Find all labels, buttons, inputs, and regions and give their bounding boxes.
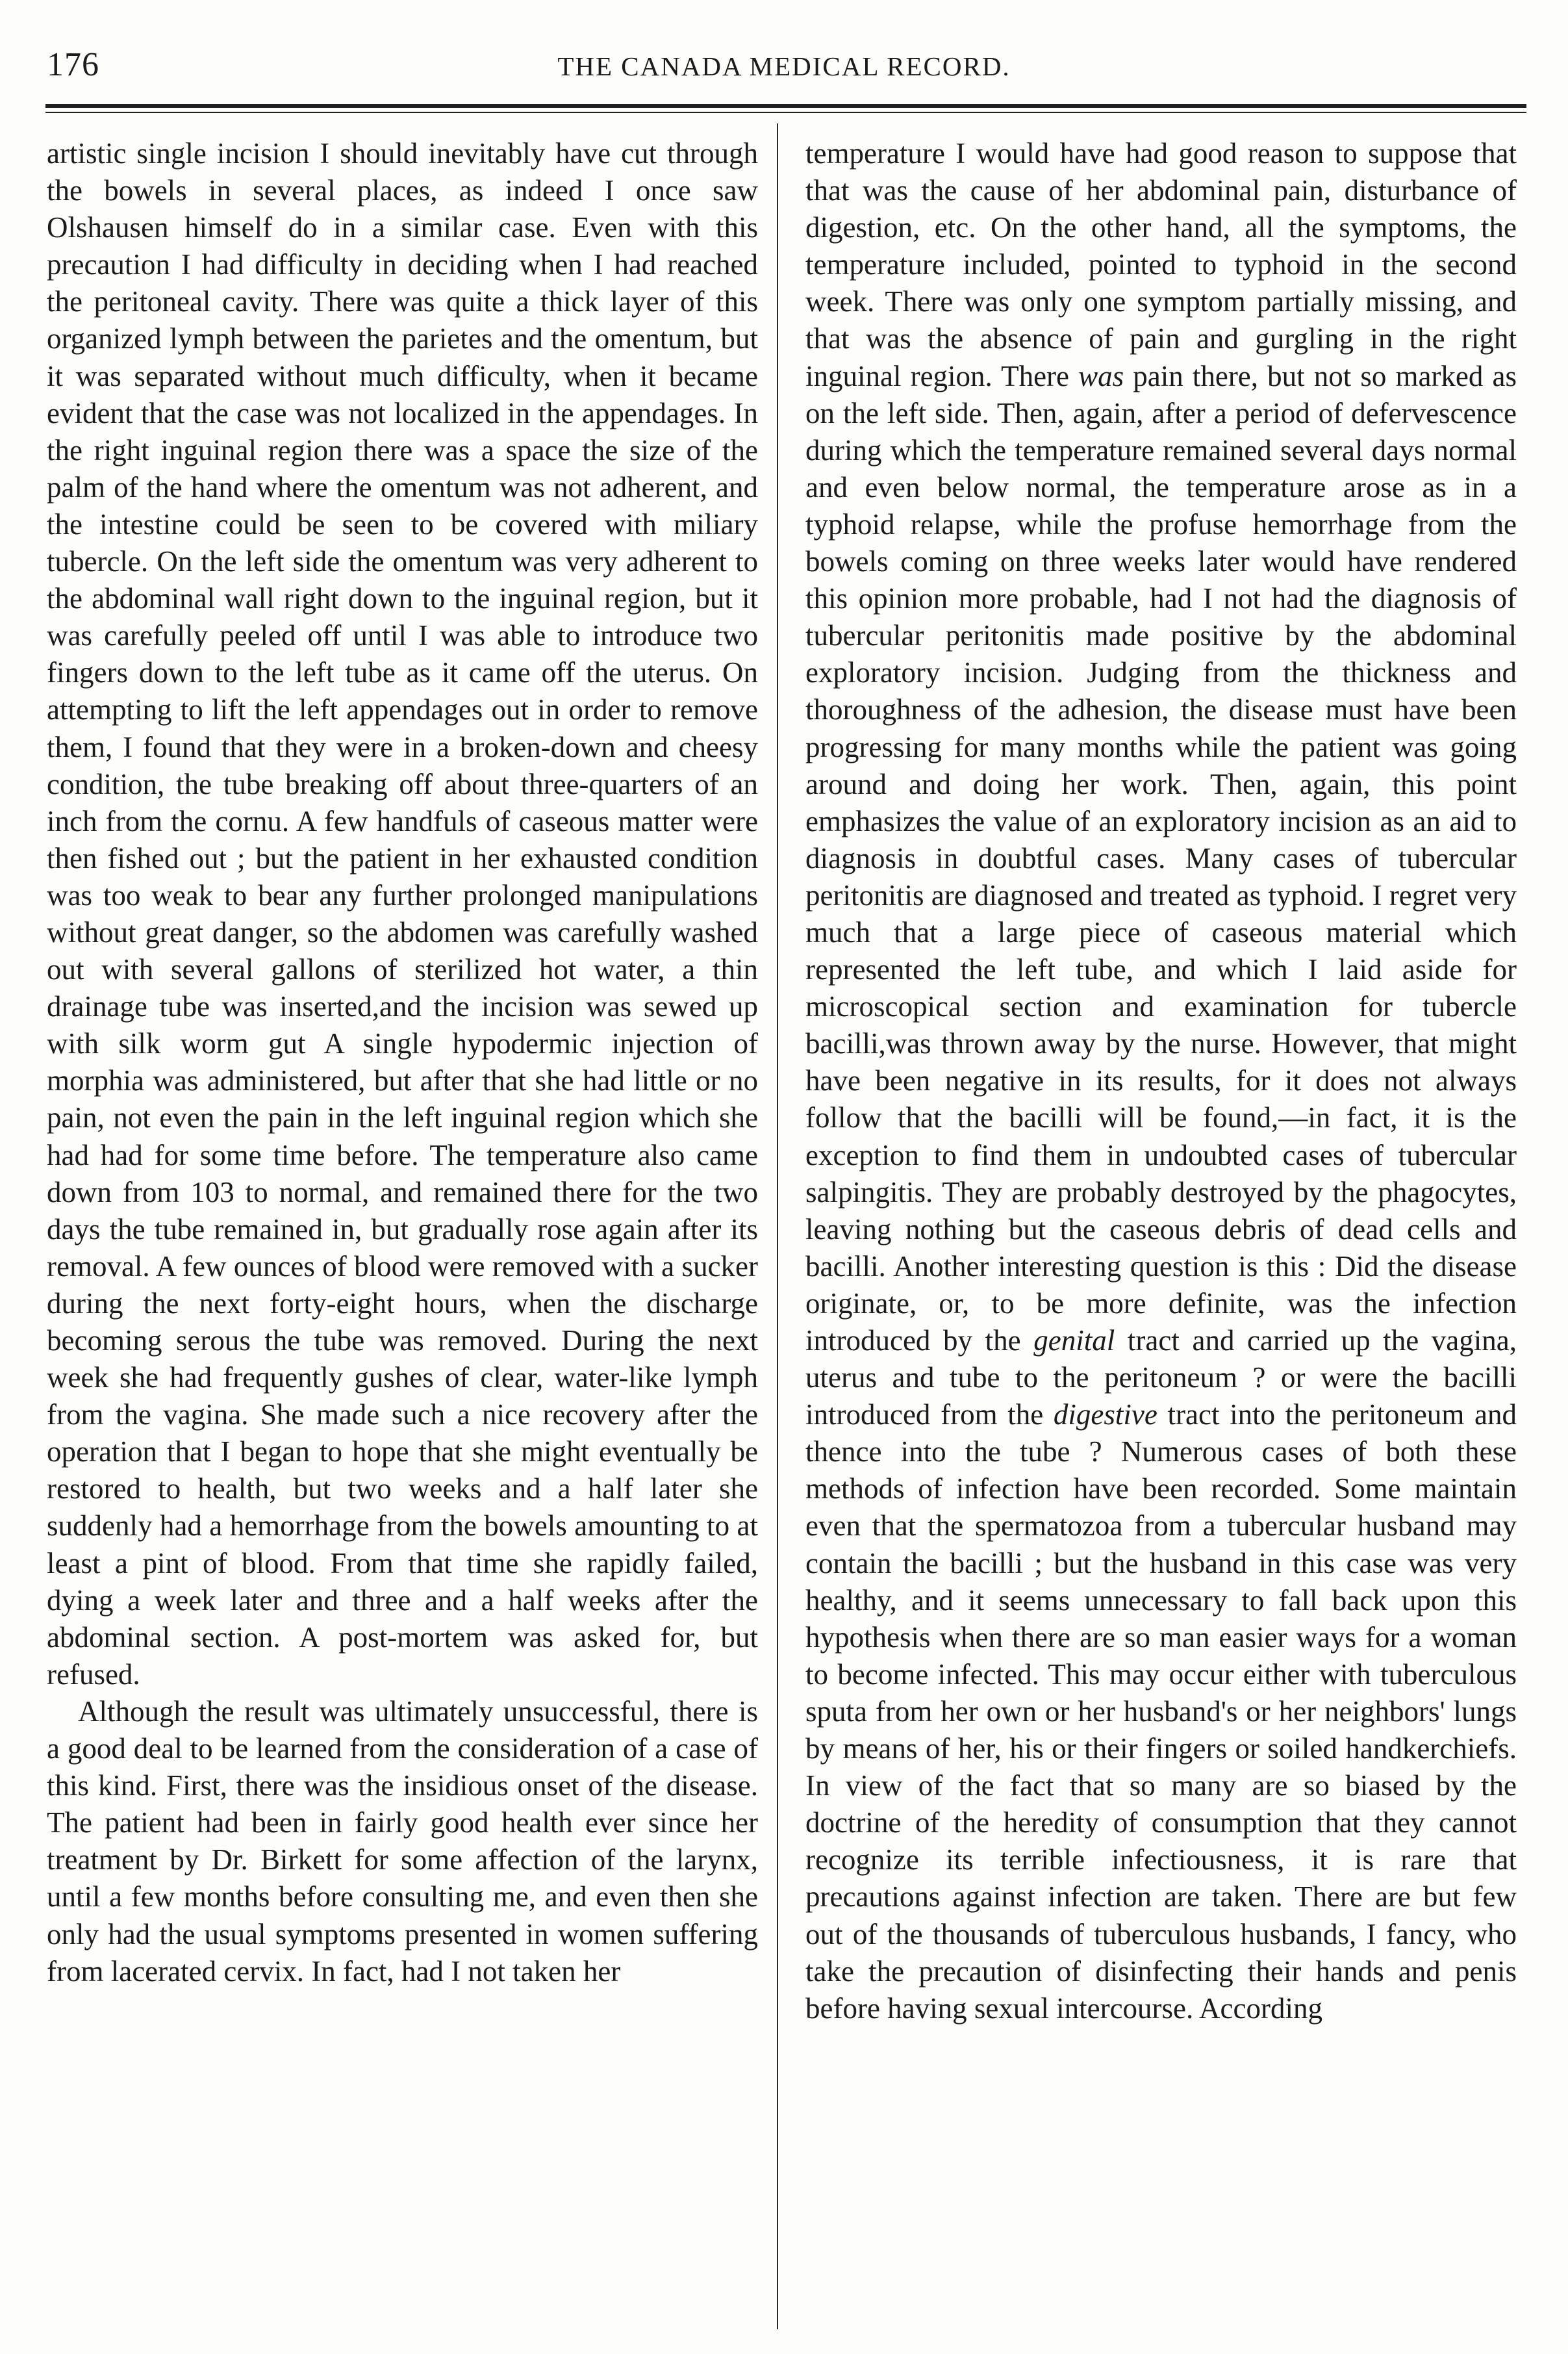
text-run: temperature I would have had good reason to suppose that that was the cause of her abdominal pain, disturbance of digestion, etc. On the other hand, all the symptoms, the temperature included, pointed to typhoid in the second week. There was only one symptom partially missing, and that was the absence of pain and gurgling in the right inguinal region. There	[805, 137, 1517, 392]
text-run: pain there, but not so marked as on the left side. Then, again, after a period of defervescence during which the temperature remained several days normal and even below normal, the temperature arose as in a typhoid relapse, while the profuse hemorrhage from the bowels coming on three weeks later would have rendered this opinion more probable, had I not had the diagnosis of tubercular peritonitis made positive by the abdominal exploratory incision. Judging from the thickness and thoroughness of the adhesion, the disease must have been progressing for many months while the patient was going around and doing her work. Then, again, this point emphasizes the value of an exploratory incision as an aid to diagnosis in doubtful cases. Many cases of tubercular peritonitis are diagnosed and treated as typhoid. I regret very much that a large piece of caseous material which represented the left tube, and which I laid aside for microscopical section and examination for tubercle bacilli,was thrown away by the nurse. However, that might have been negative in its results, for it does not always follow that the bacilli will be found,—in fact, it is the exception to find them in undoubted cases of tubercular salpingitis. They are probably destroyed by the phagocytes, leaving nothing but the caseous debris of dead cells and bacilli. Another interesting question is this : Did the disease originate, or, to be more definite, was the infection introduced by the	[805, 359, 1517, 1357]
text-run: tract and carried up the vagina, uterus and tube to the peritoneum ? or were the bacilli introduced from the	[805, 1324, 1517, 1431]
text-run: tract into the peritoneum and thence into the tube ? Numerous cases of both these methods of infection have been recorded. Some maintain even that the spermatozoa from a tubercular husband may contain the bacilli ; but the husband in this case was very healthy, and it seems unnecessary to fall back upon this hypothesis when there are so man easier ways for a woman to become infected. This may occur either with tuberculous sputa from her own or her husband's or her neighbors' lungs by means of her, his or their fingers or soiled handkerchiefs. In view of the fact that so many are so biased by the doctrine of the heredity of consumption that they cannot recognize its terrible infectiousness, it is rare that precautions against infection are taken. There are but few out of the thousands of tuberculous husbands, I fancy, who take the precaution of disinfecting their hands and penis before having sexual intercourse. According	[805, 1398, 1517, 2025]
italic-word-was: was	[1078, 359, 1124, 392]
italic-word-digestive: digestive	[1053, 1398, 1157, 1431]
italic-word-genital: genital	[1033, 1324, 1115, 1357]
header-rule-thin	[45, 112, 1526, 113]
running-title: THE CANADA MEDICAL RECORD.	[557, 51, 1011, 81]
right-column	[805, 135, 1517, 2331]
left-paragraph-2: Although the result was ultimately unsuccessful, there is a good deal to be learned from the consideration of a case of this kind. First, there was the insidious onset of the disease. The patient had been in fairly good health ever since her treatment by Dr. Birkett for some affection of the larynx, until a few months before consulting me, and even then she only had the usual symptoms presented in women suffering from lacerated cervix. In fact, had I not taken her	[47, 1695, 758, 1988]
left-paragraph-1: artistic single incision I should inevitably have cut through the bowels in several places, as indeed I once saw Olshausen himself do in a similar case. Even with this precaution I had difficulty in deciding when I had reached the peritoneal cavity. There was quite a thick layer of this organized lymph between the parietes and the omentum, but it was separated without much difficulty, when it became evident that the case was not localized in the appendages. In the right inguinal region there was a space the size of the palm of the hand where the omentum was not adherent, and the intestine could be seen to be covered with miliary tubercle. On the left side the omentum was very adherent to the abdominal wall right down to the inguinal region, but it was carefully peeled off until I was able to introduce two fingers down to the left tube as it came off the uterus. On attempting to lift the left appendages out in order to remove them, I found that they were in a broken-down and cheesy condition, the tube breaking off about three-quarters of an inch from the cornu. A few handfuls of caseous matter were then fished out ; but the patient in her exhausted condition was too weak to bear any further prolonged manipulations without great danger, so the abdomen was carefully washed out with several gallons of sterilized hot water, a thin drainage tube was inserted,and the incision was sewed up with silk worm gut A single hypodermic injection of morphia was administered, but after that she had little or no pain, not even the pain in the left inguinal region which she had had for some time before. The temperature also came down from 103 to normal, and remained there for the two days the tube remained in, but gradually rose again after its removal. A few ounces of blood were removed with a sucker during the next forty-eight hours, when the discharge becoming serous the tube was removed. During the next week she had frequently gushes of clear, water-like lymph from the vagina. She made such a nice recovery after the operation that I began to hope that she might eventually be restored to health, but two weeks and a half later she suddenly had a hemorrhage from the bowels amounting to at least a pint of blood. From that time she rapidly failed, dying a week later and three and a half weeks after the abdominal section. A post-mortem was asked for, but refused.	[47, 137, 758, 1691]
header-rule-thick	[45, 104, 1526, 108]
column-divider	[777, 123, 778, 2329]
right-paragraph-1	[805, 135, 1517, 2027]
page-number: 176	[47, 46, 99, 83]
left-column	[47, 135, 758, 2331]
